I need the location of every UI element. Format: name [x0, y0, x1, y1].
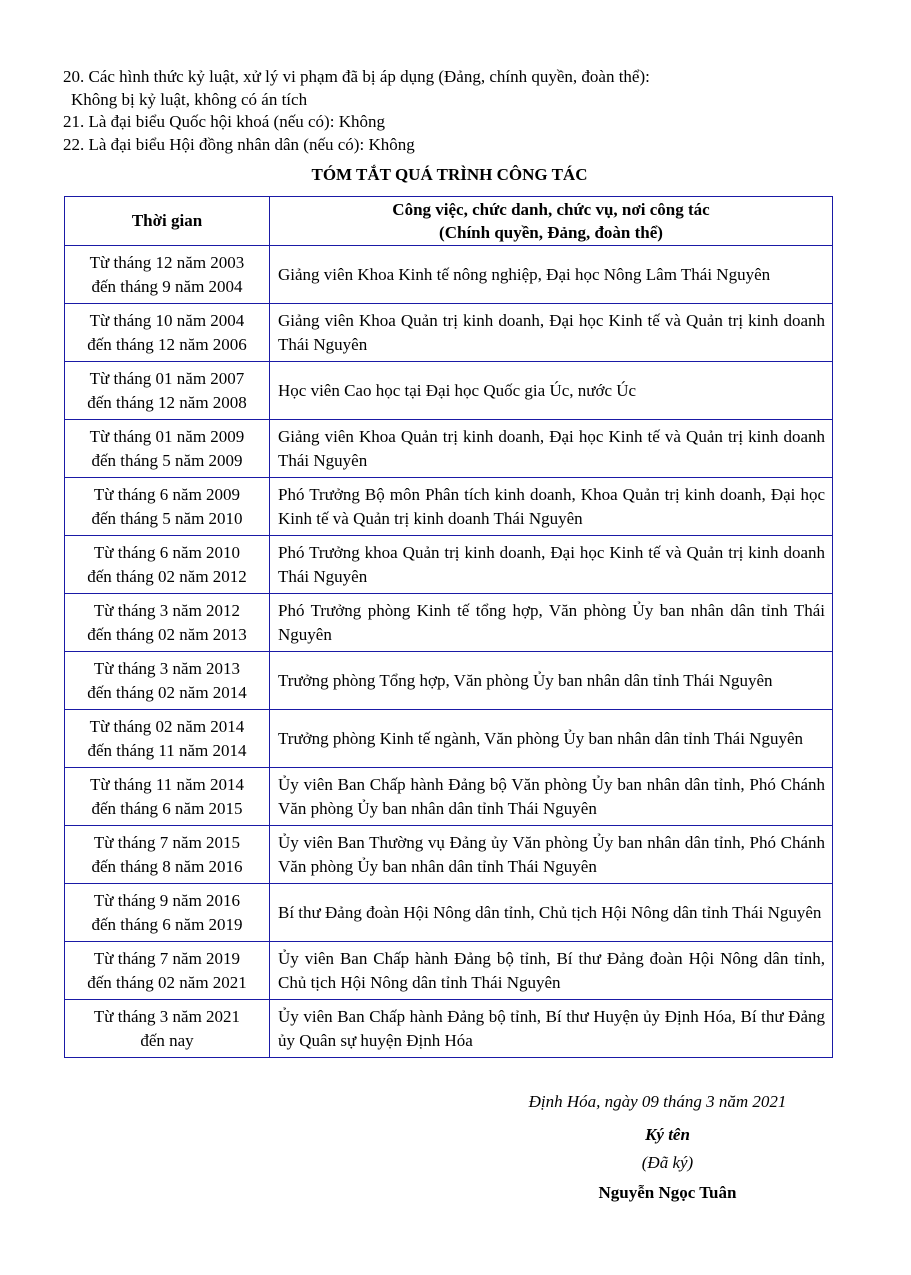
time-to: đến tháng 02 năm 2021: [87, 972, 247, 992]
header-job: [270, 197, 833, 246]
table-row: [65, 420, 833, 478]
table-row: [65, 826, 833, 884]
time-from: Từ tháng 6 năm 2010: [93, 543, 241, 562]
table-row: [65, 652, 833, 710]
time-cell: [65, 594, 270, 652]
time-to: đến tháng 12 năm 2008: [87, 392, 247, 412]
job-cell: Trưởng phòng Kinh tế ngành, Văn phòng Ủy ban nhân dân tỉnh Thái Nguyên: [270, 710, 833, 768]
table-header-row: [65, 197, 833, 246]
table-body: [65, 246, 833, 1058]
time-to: đến tháng 9 năm 2004: [91, 276, 243, 296]
time-to: đến tháng 6 năm 2019: [91, 914, 243, 934]
time-to: đến tháng 5 năm 2010: [91, 508, 243, 528]
table-row: [65, 710, 833, 768]
job-cell: Giảng viên Khoa Kinh tế nông nghiệp, Đại học Nông Lâm Thái Nguyên: [270, 246, 833, 304]
time-cell: [65, 420, 270, 478]
time-to: đến nay: [140, 1030, 194, 1050]
job-cell: Phó Trưởng Bộ môn Phân tích kinh doanh, Khoa Quản trị kinh doanh, Đại học Kinh tế và Quản trị kinh doanh Thái Nguyên: [270, 478, 833, 536]
table-row: [65, 478, 833, 536]
job-cell: Phó Trưởng khoa Quản trị kinh doanh, Đại học Kinh tế và Quản trị kinh doanh Thái Nguyên: [270, 536, 833, 594]
time-from: Từ tháng 3 năm 2012: [93, 601, 241, 620]
time-cell: [65, 768, 270, 826]
job-cell: Phó Trưởng phòng Kinh tế tổng hợp, Văn phòng Ủy ban nhân dân tỉnh Thái Nguyên: [270, 594, 833, 652]
time-from: Từ tháng 11 năm 2014: [89, 775, 244, 794]
table-row: [65, 362, 833, 420]
time-to: đến tháng 02 năm 2014: [87, 682, 247, 702]
time-from: Từ tháng 6 năm 2009: [93, 485, 241, 504]
item-22: 22. Là đại biểu Hội đồng nhân dân (nếu có): Không: [63, 134, 415, 154]
time-to: đến tháng 6 năm 2015: [91, 798, 243, 818]
time-from: Từ tháng 02 năm 2014: [89, 717, 245, 736]
job-cell: Học viên Cao học tại Đại học Quốc gia Úc, nước Úc: [270, 362, 833, 420]
job-cell: Giảng viên Khoa Quản trị kinh doanh, Đại học Kinh tế và Quản trị kinh doanh Thái Nguyên: [270, 304, 833, 362]
time-from: Từ tháng 10 năm 2004: [89, 311, 245, 330]
job-cell: Bí thư Đảng đoàn Hội Nông dân tỉnh, Chủ tịch Hội Nông dân tỉnh Thái Nguyên: [270, 884, 833, 942]
time-from: Từ tháng 7 năm 2019: [93, 949, 241, 968]
time-cell: [65, 478, 270, 536]
table-row: [65, 942, 833, 1000]
job-cell: Ủy viên Ban Thường vụ Đảng ủy Văn phòng Ủy ban nhân dân tỉnh, Phó Chánh Văn phòng Ủy ban nhân dân tỉnh Thái Nguyên: [270, 826, 833, 884]
time-cell: [65, 710, 270, 768]
signed-note: (Đã ký): [641, 1153, 694, 1172]
item-20-label: 20. Các hình thức kỷ luật, xử lý vi phạm đã bị áp dụng (Đảng, chính quyền, đoàn thể):: [63, 67, 650, 86]
job-cell: Giảng viên Khoa Quản trị kinh doanh, Đại học Kinh tế và Quản trị kinh doanh Thái Nguyên: [270, 420, 833, 478]
time-from: Từ tháng 3 năm 2013: [93, 659, 241, 678]
table-row: [65, 884, 833, 942]
header-job-line1: Công việc, chức danh, chức vụ, nơi công tác: [392, 199, 710, 219]
time-to: đến tháng 02 năm 2012: [87, 566, 247, 586]
section-title: TÓM TẮT QUÁ TRÌNH CÔNG TÁC: [311, 165, 588, 184]
table-row: [65, 536, 833, 594]
time-from: Từ tháng 7 năm 2015: [93, 833, 241, 852]
time-from: Từ tháng 3 năm 2021: [93, 1007, 241, 1026]
time-to: đến tháng 5 năm 2009: [91, 450, 243, 470]
time-cell: [65, 362, 270, 420]
signer-name: Nguyễn Ngọc Tuân: [598, 1183, 737, 1202]
item-20-value: Không bị kỷ luật, không có án tích: [71, 89, 308, 109]
table-row: [65, 594, 833, 652]
place-date: Định Hóa, ngày 09 tháng 3 năm 2021: [528, 1092, 787, 1111]
item-21: 21. Là đại biểu Quốc hội khoá (nếu có): Không: [63, 112, 385, 131]
time-cell: [65, 1000, 270, 1058]
job-cell: Trưởng phòng Tổng hợp, Văn phòng Ủy ban nhân dân tỉnh Thái Nguyên: [270, 652, 833, 710]
header-time: Thời gian: [65, 197, 270, 246]
table-row: [65, 304, 833, 362]
table-row: [65, 768, 833, 826]
time-from: Từ tháng 01 năm 2009: [89, 427, 245, 446]
time-cell: [65, 536, 270, 594]
job-cell: Ủy viên Ban Chấp hành Đảng bộ Văn phòng Ủy ban nhân dân tỉnh, Phó Chánh Văn phòng Ủy ban nhân dân tỉnh Thái Nguyên: [270, 768, 833, 826]
header-job-line2: (Chính quyền, Đảng, đoàn thể): [439, 223, 663, 242]
signature-block: [470, 1090, 845, 1203]
time-cell: [65, 652, 270, 710]
job-cell: Ủy viên Ban Chấp hành Đảng bộ tỉnh, Bí thư Đảng đoàn Hội Nông dân tỉnh, Chủ tịch Hội Nông dân tỉnh Thái Nguyên: [270, 942, 833, 1000]
time-to: đến tháng 12 năm 2006: [87, 334, 247, 354]
table-row: [65, 246, 833, 304]
time-cell: [65, 884, 270, 942]
time-from: Từ tháng 9 năm 2016: [93, 891, 241, 910]
time-to: đến tháng 11 năm 2014: [87, 740, 247, 760]
table-row: [65, 1000, 833, 1058]
time-to: đến tháng 8 năm 2016: [91, 856, 243, 876]
time-to: đến tháng 02 năm 2013: [87, 624, 247, 644]
career-history-table: [64, 196, 833, 1058]
time-cell: [65, 246, 270, 304]
time-cell: [65, 826, 270, 884]
time-from: Từ tháng 12 năm 2003: [89, 253, 245, 272]
time-cell: [65, 304, 270, 362]
time-cell: [65, 942, 270, 1000]
personal-info-section: [63, 66, 853, 156]
job-cell: Ủy viên Ban Chấp hành Đảng bộ tỉnh, Bí thư Huyện ủy Định Hóa, Bí thư Đảng ủy Quân sự huyện Định Hóa: [270, 1000, 833, 1058]
time-from: Từ tháng 01 năm 2007: [89, 369, 245, 388]
sign-label: Ký tên: [645, 1125, 690, 1144]
